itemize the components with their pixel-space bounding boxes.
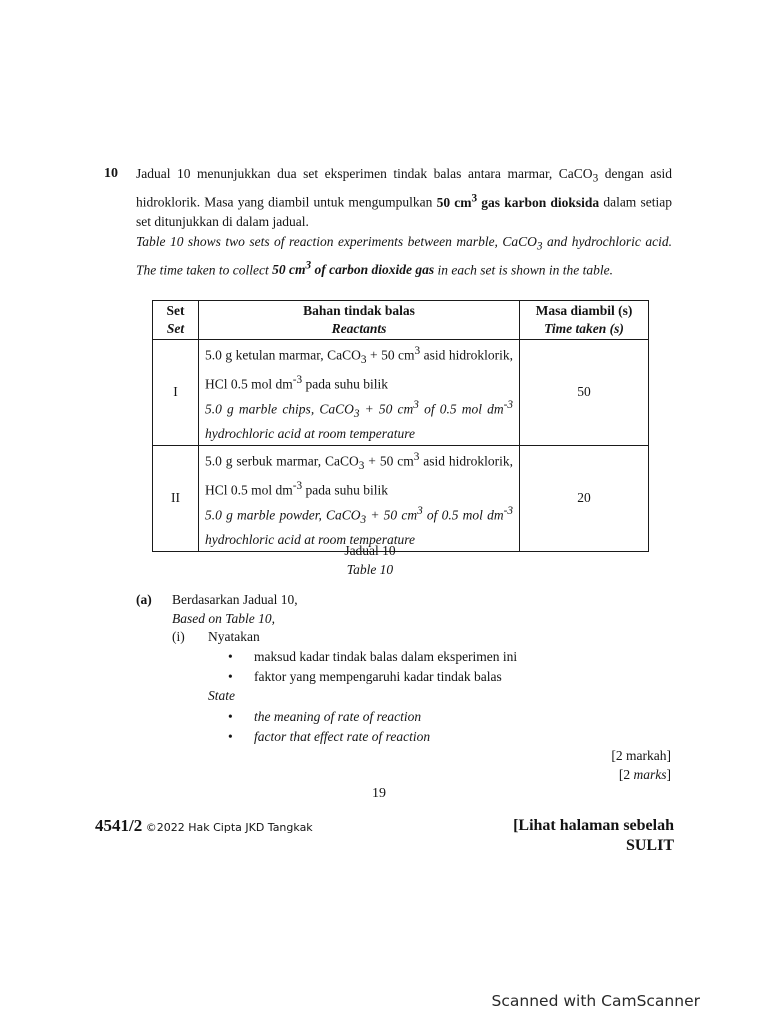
reactants-malay: 5.0 g ketulan marmar, CaCO$_3$ + 50 $cm^3$ asid hidroklorik, HCl 0.5 mol $dm^{-3}$ pada suhu bilik (205, 345, 514, 392)
header-set: Set Set (153, 301, 199, 340)
part-a-english: Based on Table 10, (172, 611, 276, 626)
caption-malay: Jadual 10 (344, 543, 396, 558)
copyright-notice: ©2022 Hak Cipta JKD Tangkak (142, 821, 313, 834)
paper-code: 4541/2 (95, 816, 143, 835)
reaction-table (152, 300, 649, 552)
reactants-english: 5.0 g marble powder, CaCO$_3$ + 50 $cm^3$ of 0.5 mol $dm^{-3}$ hydrochloric acid at room temperature (205, 504, 513, 547)
state-instruction-english: State (208, 688, 235, 703)
intro-malay: Jadual 10 menunjukkan dua set eksperimen tindak balas antara marmar, CaCO$_3$ dengan asid hidroklorik. Masa yang diambil untuk mengumpulkan 50 $cm^3$ gas karbon dioksida dalam setiap set ditunjukkan di dalam jadual. (136, 166, 672, 230)
list-item: • faktor yang mempengaruhi kadar tindak balas (228, 667, 517, 687)
set-cell: II (153, 445, 199, 551)
header-time-taken: Masa diambil (s) Time taken (s) (520, 301, 649, 340)
part-a-text (172, 590, 298, 628)
marks-english: [2 marks] (618, 767, 671, 782)
intro-english: Table 10 shows two sets of reaction experiments between marble, CaCO$_3$ and hydrochloric acid. The time taken to collect 50 $cm^3$ of carbon dioxide gas in each set is shown in the table. (136, 233, 672, 278)
footer-right (513, 816, 674, 856)
scanner-watermark: Scanned with CamScanner (491, 992, 700, 1010)
bullet-icon: • (228, 729, 233, 744)
table-header-row (153, 301, 649, 340)
sub-question-instruction: Nyatakan (208, 629, 260, 644)
list-item: • maksud kadar tindak balas dalam eksperimen ini (228, 647, 517, 667)
footer-paper-code (95, 816, 313, 836)
list-item: • the meaning of rate of reaction (228, 707, 430, 727)
reactants-cell (199, 340, 520, 446)
bullet-list-english (228, 707, 430, 747)
bullet-icon: • (228, 669, 233, 684)
bullet-icon: • (228, 649, 233, 664)
table-row (153, 340, 649, 446)
reactants-english: 5.0 g marble chips, CaCO$_3$ + 50 $cm^3$ of 0.5 mol $dm^{-3}$ hydrochloric acid at room temperature (205, 398, 514, 441)
part-a-malay: Berdasarkan Jadual 10, (172, 592, 298, 607)
sub-question-label: (i) (172, 629, 185, 644)
caption-english: Table 10 (346, 562, 394, 577)
set-cell: I (153, 340, 199, 446)
table-caption (300, 541, 440, 579)
header-reactants: Bahan tindak balas Reactants (199, 301, 520, 340)
reactants-malay: 5.0 g serbuk marmar, CaCO$_3$ + 50 $cm^3$ asid hidroklorik, HCl 0.5 mol $dm^{-3}$ pada suhu bilik (205, 450, 514, 498)
classification-label: SULIT (625, 837, 674, 854)
page-number: 19 (372, 786, 386, 801)
reactants-cell (199, 445, 520, 551)
marks-malay: [2 markah] (611, 748, 671, 763)
time-cell: 20 (520, 445, 649, 551)
list-item: • factor that effect rate of reaction (228, 727, 430, 747)
question-number: 10 (104, 166, 118, 181)
bullet-icon: • (228, 709, 233, 724)
marks-allocation (611, 746, 671, 784)
question-intro (136, 164, 672, 280)
part-a-label: (a) (136, 592, 152, 607)
time-cell: 50 (520, 340, 649, 446)
bullet-list-malay (228, 647, 517, 687)
table-row (153, 445, 649, 551)
next-page-note: [Lihat halaman sebelah (513, 817, 674, 834)
